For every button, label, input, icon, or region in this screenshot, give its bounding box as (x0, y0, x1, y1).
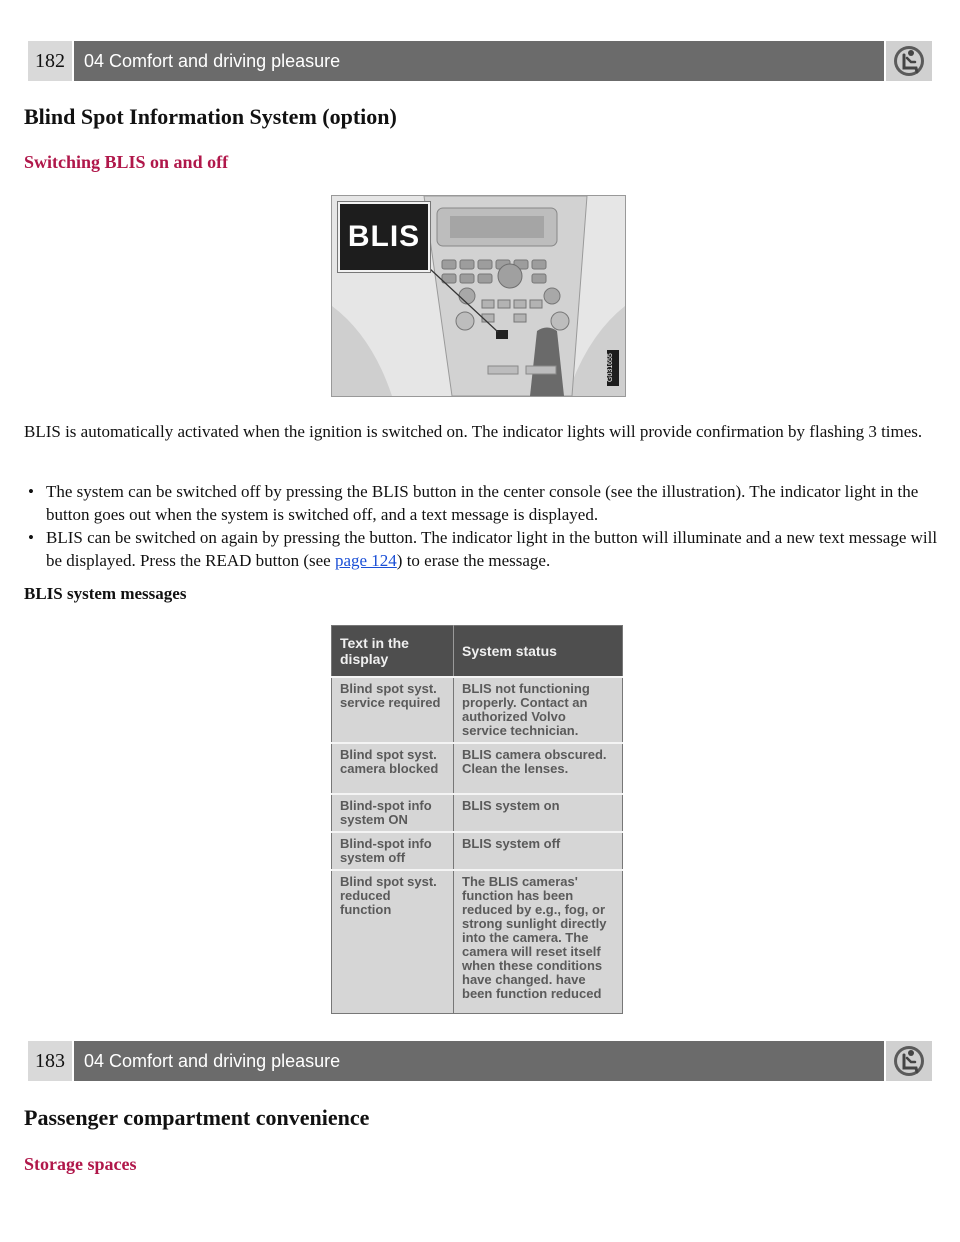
table-cell: BLIS camera obscured. Clean the lenses. (454, 743, 623, 794)
table-header-row (332, 626, 623, 678)
intro-paragraph: BLIS is automatically activated when the ignition is switched on. The indicator lights will provide confirmation by flashing 3 times. (24, 422, 923, 441)
table-cell: Blind-spot info system off (332, 832, 454, 870)
table-cell: Blind spot syst. service required (332, 677, 454, 743)
table-row (332, 794, 623, 832)
blis-button-illustration (331, 195, 626, 397)
seat-person-icon (886, 1041, 932, 1081)
table-cell: Blind-spot info system ON (332, 794, 454, 832)
section-title: 04 Comfort and driving pleasure (74, 41, 884, 81)
table-row (332, 870, 623, 1014)
table-cell: BLIS not functioning properly. Contact an authorized Volvo service technician. (454, 677, 623, 743)
bullet-list (24, 480, 938, 572)
table-cell: The BLIS cameras' function has been reduced by e.g., fog, or strong sunlight directly into the camera. The camera will reset itself when these conditions have changed. have been function reduced (454, 870, 623, 1014)
bullet-dot: • (28, 528, 34, 547)
bullet-text-after: ) to erase the message. (396, 551, 551, 570)
list-item (24, 526, 938, 572)
bullet-dot: • (28, 482, 34, 501)
blis-messages-table (331, 625, 623, 1014)
page-heading: Blind Spot Information System (option) (24, 104, 397, 129)
bullet-text-before: BLIS can be switched on again by pressing the button. The indicator light in the button will illuminate and a new text message will be displayed. Press the READ button (see (46, 528, 938, 570)
page-link[interactable]: page 124 (334, 551, 397, 570)
table-cell: BLIS system on (454, 794, 623, 832)
table-cell: Blind spot syst. reduced function (332, 870, 454, 1014)
seat-person-icon (886, 41, 932, 81)
section-title: 04 Comfort and driving pleasure (74, 1041, 884, 1081)
table-row (332, 677, 623, 743)
bullet-text: The system can be switched off by pressing the BLIS button in the center console (see the illustration). The indicator light in the button goes out when the system is switched off, and a text message is displayed. (46, 482, 919, 524)
page-number: 183 (28, 1041, 72, 1081)
page-header (28, 41, 932, 81)
table-cell: BLIS system off (454, 832, 623, 870)
list-item (24, 480, 938, 526)
column-header: System status (454, 626, 623, 678)
table-row (332, 832, 623, 870)
figure-code: G031655 (607, 350, 619, 386)
messages-heading: BLIS system messages (24, 584, 187, 603)
table-cell: Blind spot syst. camera blocked (332, 743, 454, 794)
section-subheading: Storage spaces (24, 1154, 137, 1174)
column-header: Text in the display (332, 626, 454, 678)
page-header (28, 1041, 932, 1081)
table-row (332, 743, 623, 794)
page-number: 182 (28, 41, 72, 81)
blis-callout-label: BLIS (338, 202, 430, 272)
page-heading: Passenger compartment convenience (24, 1105, 370, 1130)
section-subheading: Switching BLIS on and off (24, 152, 229, 172)
